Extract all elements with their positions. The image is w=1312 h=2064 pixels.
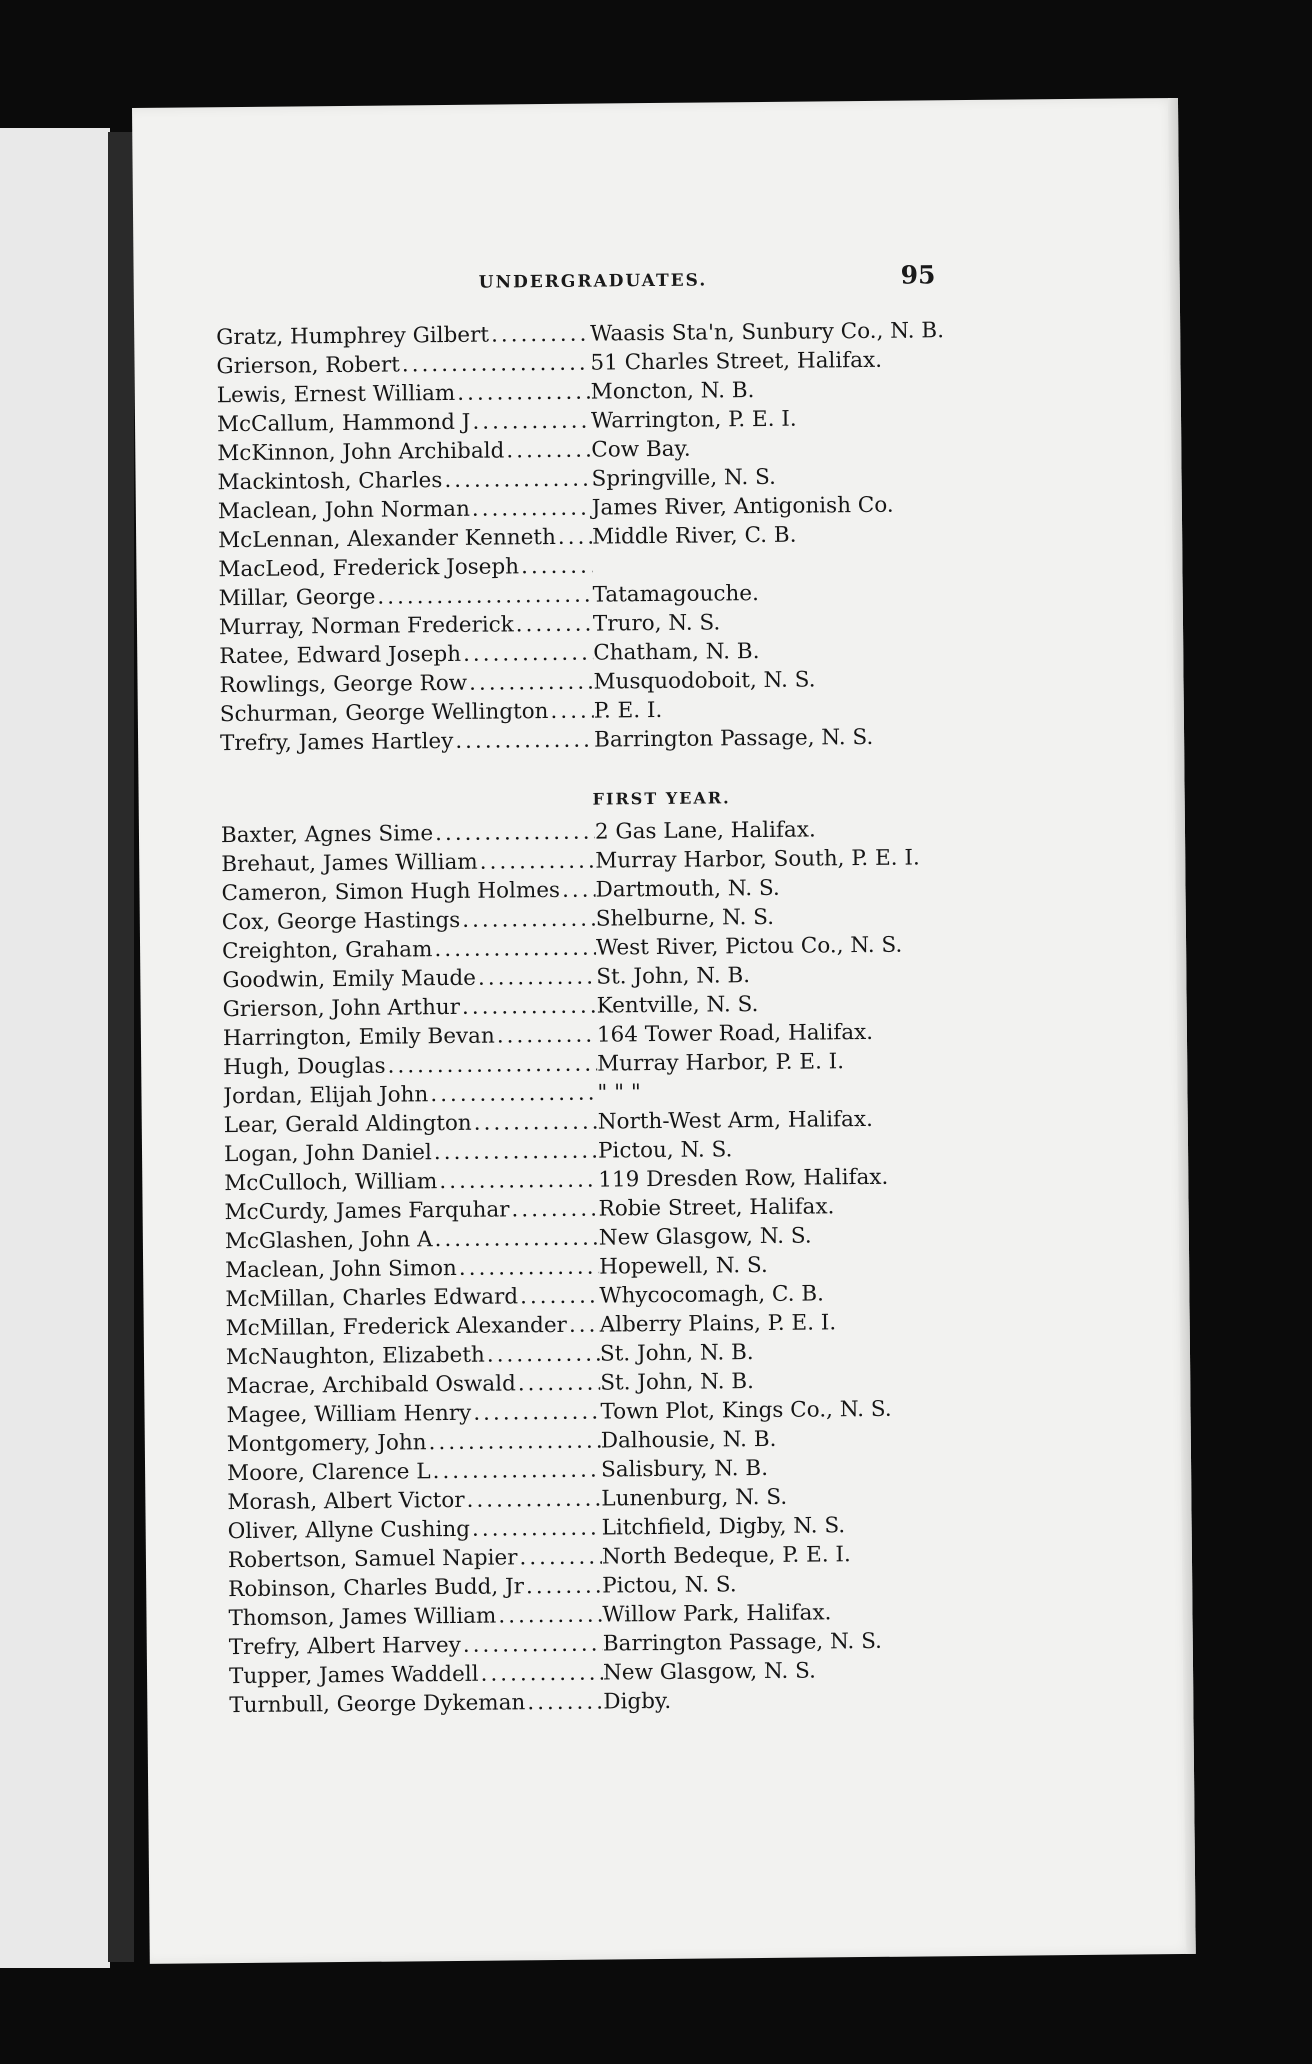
student-name-cell — [229, 1690, 603, 1719]
student-residence: Truro, N. S. — [592, 610, 721, 637]
student-name-cell — [217, 467, 591, 496]
student-name-cell — [223, 1052, 597, 1081]
dot-leader — [520, 1284, 600, 1310]
student-residence: West River, Pictou Co., N. S. — [595, 932, 903, 961]
student-name-cell — [228, 1603, 602, 1632]
student-name: Montgomery, John — [226, 1430, 427, 1458]
student-residence: 164 Tower Road, Halifax. — [596, 1019, 874, 1048]
student-residence: Lunenburg, N. S. — [601, 1484, 788, 1512]
student-name: McMillan, Charles Edward — [225, 1284, 519, 1313]
student-name: Cox, George Hastings — [221, 907, 461, 936]
book-page — [132, 98, 1196, 1964]
student-name-cell — [226, 1400, 600, 1429]
undergraduate-list — [216, 317, 1120, 761]
student-name-cell — [216, 322, 590, 351]
student-name: Brehaut, James William — [221, 849, 478, 878]
dot-leader — [516, 612, 593, 638]
student-residence: Town Plot, Kings Co., N. S. — [600, 1396, 892, 1425]
student-residence: Chatham, N. B. — [593, 639, 760, 666]
student-name: Gratz, Humphrey Gilbert — [216, 322, 490, 351]
student-residence: 2 Gas Lane, Halifax. — [594, 817, 816, 845]
student-name: Macrae, Archibald Oswald — [226, 1371, 516, 1400]
student-residence: Springville, N. S. — [591, 464, 777, 492]
student-name: McKinnon, John Archibald — [217, 438, 505, 467]
dot-leader — [439, 1168, 598, 1195]
student-residence: P. E. I. — [593, 697, 663, 724]
student-residence: James River, Antigonish Co. — [591, 492, 894, 521]
student-residence: Shelburne, N. S. — [595, 904, 775, 932]
student-name-cell — [218, 496, 592, 525]
student-name: Oliver, Allyne Cushing — [227, 1516, 471, 1545]
student-residence: Dalhousie, N. B. — [600, 1426, 777, 1454]
dot-leader — [473, 1400, 600, 1426]
student-residence: Willow Park, Halifax. — [602, 1600, 832, 1628]
dot-leader — [498, 1603, 602, 1629]
student-residence: Digby. — [603, 1688, 672, 1715]
student-residence: Pictou, N. S. — [597, 1137, 733, 1164]
student-name: Murray, Norman Frederick — [218, 612, 514, 641]
page-number: 95 — [900, 260, 936, 290]
student-residence: Moncton, N. B. — [590, 378, 755, 405]
student-name-cell — [221, 849, 595, 878]
student-name: McCurdy, James Farquhar — [224, 1197, 510, 1226]
student-name-cell — [229, 1661, 603, 1690]
dot-leader — [463, 1632, 603, 1658]
dot-leader — [402, 351, 591, 378]
student-name: McGlashen, John A — [224, 1227, 433, 1255]
dot-leader — [387, 1052, 597, 1079]
student-name: Trefry, Albert Harvey — [228, 1632, 461, 1661]
student-name: Mackintosh, Charles — [217, 468, 443, 496]
student-residence: Alberry Plains, P. E. I. — [599, 1310, 837, 1338]
student-name-cell — [216, 351, 590, 380]
student-residence: 119 Dresden Row, Halifax. — [598, 1164, 889, 1193]
dot-leader — [480, 1661, 603, 1687]
dot-leader — [511, 1197, 598, 1223]
student-name: Trefry, James Hartley — [219, 728, 454, 757]
dot-leader — [472, 496, 592, 522]
student-name-cell — [222, 907, 596, 936]
student-name-cell — [225, 1255, 599, 1284]
student-name-cell — [221, 878, 595, 907]
student-residence: Robie Street, Halifax. — [598, 1194, 835, 1222]
student-name-cell — [224, 1197, 598, 1226]
student-name: Ratee, Edward Joseph — [219, 641, 462, 670]
student-name-cell — [225, 1284, 599, 1313]
student-name-cell — [223, 994, 597, 1023]
dot-leader — [491, 322, 590, 348]
student-name-cell — [218, 554, 592, 583]
student-name: Turnbull, George Dykeman — [229, 1690, 526, 1719]
student-name-cell — [224, 1110, 598, 1139]
student-name-cell — [220, 699, 594, 728]
student-name-cell — [226, 1371, 600, 1400]
student-residence: Barrington Passage, N. S. — [602, 1628, 883, 1657]
student-name: Grierson, Robert — [216, 352, 400, 380]
student-name-cell — [223, 1081, 597, 1110]
student-name: Rowlings, George Row — [219, 670, 468, 699]
student-name-cell — [227, 1429, 601, 1458]
student-name: Moore, Clarence L — [226, 1459, 431, 1487]
student-name-cell — [218, 525, 592, 554]
student-residence: Pictou, N. S. — [602, 1572, 737, 1599]
student-name-cell — [223, 1023, 597, 1052]
dot-leader — [466, 1487, 601, 1513]
dot-leader — [444, 467, 591, 493]
student-name-cell — [227, 1458, 601, 1487]
student-residence: St. John, N. B. — [600, 1369, 755, 1396]
dot-leader — [462, 994, 597, 1020]
student-residence: North-West Arm, Halifax. — [597, 1106, 873, 1135]
student-name: Lewis, Ernest William — [216, 380, 456, 409]
dot-leader — [474, 1110, 598, 1136]
dot-leader — [434, 936, 596, 963]
student-name-cell — [219, 641, 593, 670]
student-name: McCulloch, William — [224, 1169, 438, 1197]
student-residence: New Glasgow, N. S. — [598, 1223, 812, 1251]
dot-leader — [519, 1545, 602, 1571]
student-name-cell — [225, 1226, 599, 1255]
student-residence: Whycocomagh, C. B. — [599, 1281, 825, 1309]
student-name-cell — [220, 728, 594, 757]
dot-leader — [435, 820, 595, 847]
first-year-heading: FIRST YEAR. — [592, 788, 731, 809]
student-residence: St. John, N. B. — [599, 1340, 754, 1367]
dot-leader — [518, 1371, 601, 1397]
dot-leader — [506, 438, 591, 464]
student-name-cell — [228, 1545, 602, 1574]
dot-leader — [455, 728, 594, 754]
student-name-cell — [219, 612, 593, 641]
dot-leader — [457, 380, 591, 406]
student-name-cell — [219, 670, 593, 699]
student-name: Harrington, Emily Bevan — [222, 1023, 495, 1052]
dot-leader — [487, 1342, 600, 1368]
dot-leader — [434, 1139, 598, 1166]
student-name-cell — [217, 438, 591, 467]
facing-page-edge — [0, 128, 110, 1968]
student-name-cell — [222, 965, 596, 994]
student-name: Hugh, Douglas — [223, 1053, 386, 1081]
student-residence: Dartmouth, N. S. — [595, 875, 780, 903]
dot-leader — [432, 1458, 601, 1485]
student-name: McLennan, Alexander Kenneth — [218, 524, 556, 554]
student-name-cell — [226, 1342, 600, 1371]
student-residence: Murray Harbor, South, P. E. I. — [595, 845, 920, 874]
dot-leader — [472, 409, 591, 435]
student-name: Morash, Albert Victor — [227, 1487, 465, 1516]
student-residence: Litchfield, Digby, N. S. — [601, 1513, 846, 1541]
student-residence: Tatamagouche. — [592, 581, 759, 608]
dot-leader — [569, 1313, 600, 1338]
dot-leader — [480, 849, 596, 875]
dot-leader — [428, 1429, 600, 1456]
student-residence: Barrington Passage, N. S. — [593, 724, 874, 753]
dot-leader — [527, 1690, 603, 1716]
student-name-cell — [219, 583, 593, 612]
student-name-cell — [217, 409, 591, 438]
student-name-cell — [222, 936, 596, 965]
student-name-cell — [229, 1632, 603, 1661]
student-residence: New Glasgow, N. S. — [602, 1658, 816, 1686]
student-name-cell — [217, 380, 591, 409]
dot-leader — [526, 1574, 603, 1600]
running-head — [134, 260, 1180, 293]
student-residence: Salisbury, N. B. — [600, 1455, 769, 1483]
student-residence: Hopewell, N. S. — [599, 1252, 768, 1280]
student-residence: Cow Bay. — [591, 436, 691, 463]
student-residence: Waasis Sta'n, Sunbury Co., N. B. — [590, 318, 945, 347]
student-name: Schurman, George Wellington — [219, 699, 549, 728]
student-residence: " " " — [597, 1080, 641, 1106]
student-name: Jordan, Elijah John — [223, 1082, 429, 1110]
dot-leader — [430, 1081, 597, 1108]
student-name-cell — [226, 1313, 600, 1342]
student-name: Millar, George — [218, 584, 376, 612]
student-name: Magee, William Henry — [226, 1400, 472, 1429]
dot-leader — [472, 1516, 602, 1542]
student-name: Goodwin, Emily Maude — [222, 965, 477, 994]
student-name: McCallum, Hammond J — [216, 409, 471, 438]
student-name-cell — [228, 1574, 602, 1603]
dot-leader — [463, 641, 593, 667]
dot-leader — [377, 583, 593, 610]
student-name: Robinson, Charles Budd, Jr — [228, 1574, 525, 1603]
student-name: Logan, John Daniel — [223, 1140, 432, 1168]
student-name: Lear, Gerald Aldington — [223, 1110, 472, 1139]
student-residence: Warrington, P. E. I. — [590, 406, 797, 434]
student-name: Cameron, Simon Hugh Holmes — [221, 877, 561, 907]
dot-leader — [550, 699, 594, 724]
dot-leader — [478, 965, 597, 991]
dot-leader — [469, 670, 594, 696]
student-name: Tupper, James Waddell — [228, 1661, 479, 1690]
student-name-cell — [227, 1487, 601, 1516]
student-name: Robertson, Samuel Napier — [227, 1545, 518, 1574]
student-residence: Kentville, N. S. — [596, 992, 759, 1019]
book-binding — [108, 132, 134, 1962]
student-name-cell — [224, 1168, 598, 1197]
student-name: McMillan, Frederick Alexander — [225, 1312, 568, 1342]
student-residence: St. John, N. B. — [596, 963, 751, 990]
student-residence: Murray Harbor, P. E. I. — [597, 1049, 845, 1077]
dot-leader — [434, 1226, 599, 1253]
student-name: Maclean, John Simon — [225, 1255, 457, 1284]
student-name: MacLeod, Frederick Joseph — [218, 554, 520, 583]
dot-leader — [497, 1023, 597, 1049]
student-name: Baxter, Agnes Sime — [220, 821, 434, 849]
student-residence: North Bedeque, P. E. I. — [601, 1542, 851, 1570]
student-name-cell — [224, 1139, 598, 1168]
dot-leader — [558, 525, 593, 550]
dot-leader — [521, 554, 593, 580]
dot-leader — [459, 1255, 600, 1281]
section-title: UNDERGRADUATES. — [478, 270, 708, 293]
student-name: McNaughton, Elizabeth — [225, 1342, 485, 1371]
student-name: Grierson, John Arthur — [222, 994, 461, 1023]
student-name: Thomson, James William — [228, 1603, 497, 1632]
student-name: Maclean, John Norman — [217, 496, 470, 525]
student-name-cell — [221, 820, 595, 849]
first-year-list — [221, 815, 1130, 1723]
student-residence: Musquodoboit, N. S. — [593, 667, 816, 695]
dot-leader — [562, 878, 596, 903]
page-edge-shadow — [1168, 98, 1196, 1954]
student-name-cell — [228, 1516, 602, 1545]
student-residence: Middle River, C. B. — [592, 522, 797, 550]
dot-leader — [462, 907, 596, 933]
student-residence: 51 Charles Street, Halifax. — [590, 347, 883, 376]
student-name: Creighton, Graham — [221, 937, 433, 965]
